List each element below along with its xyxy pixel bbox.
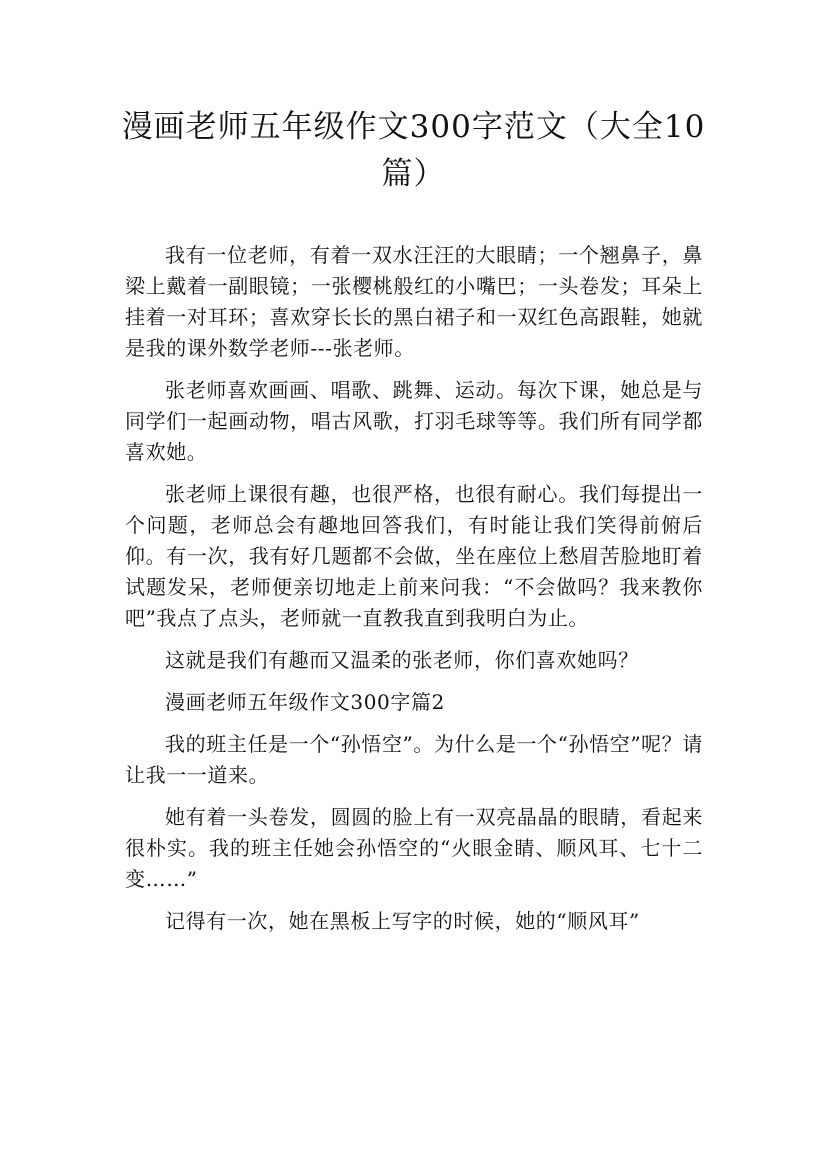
paragraph-1: 我有一位老师，有着一双水汪汪的大眼睛；一个翘鼻子，鼻梁上戴着一副眼镜；一张樱桃般红的小嘴巴；一头卷发；耳朵上挂着一对耳环；喜欢穿长长的黑白裙子和一双红色高跟鞋，她就是我的课外数学老师---张老师。	[125, 243, 703, 360]
paragraph-6: 她有着一头卷发，圆圆的脸上有一双亮晶晶的眼睛，看起来很朴实。我的班主任她会孙悟空的“火眼金睛、顺风耳、七十二变……”	[125, 805, 703, 891]
paragraph-2: 张老师喜欢画画、唱歌、跳舞、运动。每次下课，她总是与同学们一起画动物，唱古风歌，打羽毛球等等。我们所有同学都喜欢她。	[125, 378, 703, 464]
section-heading-2: 漫画老师五年级作文300字篇2	[165, 690, 445, 714]
document-body	[125, 240, 703, 948]
paragraph-7: 记得有一次，她在黑板上写字的时候，她的“顺风耳”	[165, 909, 640, 933]
paragraph-4: 这就是我们有趣而又温柔的张老师，你们喜欢她吗？	[165, 648, 639, 672]
document-title: 漫画老师五年级作文300字范文（大全10篇）	[121, 109, 706, 192]
paragraph-5: 我的班主任是一个“孙悟空”。为什么是一个“孙悟空”呢？请让我一一道来。	[125, 732, 703, 787]
paragraph-3: 张老师上课很有趣，也很严格，也很有耐心。我们每提出一个问题，老师总会有趣地回答我们，有时能让我们笑得前俯后仰。有一次，我有好几题都不会做，坐在座位上愁眉苦脸地盯着试题发呆，老师便亲切地走上前来问我：“不会做吗？我来教你吧”我点了点头，老师就一直教我直到我明白为止。	[125, 482, 703, 630]
